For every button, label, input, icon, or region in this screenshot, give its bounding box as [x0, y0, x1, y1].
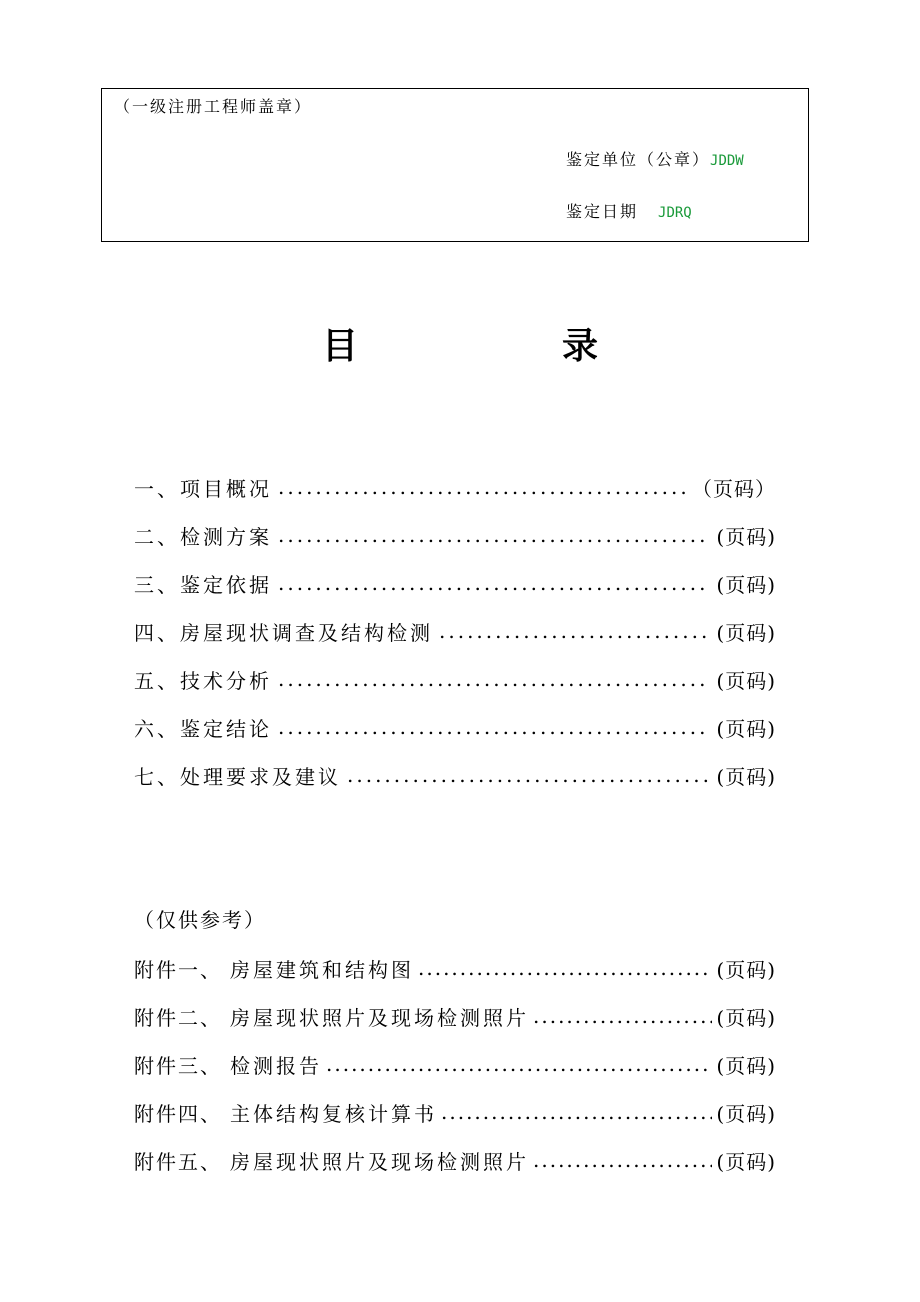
appendix-label: 检测报告: [230, 1053, 322, 1078]
appendix-item[interactable]: [134, 953, 776, 983]
appraisal-date-placeholder: JDRQ: [658, 205, 692, 221]
appendix-leader-dots: [326, 1052, 712, 1076]
toc-item-page: (页码): [716, 572, 776, 597]
toc-item-label: 一、项目概况: [134, 476, 272, 501]
appraisal-date-row: [566, 199, 692, 222]
appendix-leader-dots: [441, 1100, 712, 1124]
toc-item-page: (页码): [716, 524, 776, 549]
appraisal-date-label: 鉴定日期: [566, 202, 639, 221]
appendix-item[interactable]: [134, 1049, 776, 1079]
appendix-page: (页码): [716, 1005, 776, 1030]
reference-note: （仅供参考）: [134, 908, 266, 932]
appraisal-unit-label: 鉴定单位（公章）: [566, 150, 711, 169]
signature-box: [101, 88, 809, 242]
toc-item-page: (页码): [716, 764, 776, 789]
appendix-page: (页码): [716, 1149, 776, 1174]
appendix-leader-dots: [418, 956, 712, 980]
appendix-page: (页码): [716, 1053, 776, 1078]
toc-item[interactable]: [134, 520, 776, 550]
toc-leader-dots: [278, 523, 710, 547]
toc-item-label: 四、房屋现状调查及结构检测: [134, 620, 433, 645]
appraisal-unit-row: [566, 147, 744, 170]
engineer-stamp-note: （一级注册工程师盖章）: [114, 97, 313, 116]
toc-leader-dots: [278, 715, 710, 739]
toc-item-page: (页码): [716, 620, 776, 645]
appendix-label: 房屋现状照片及现场检测照片: [230, 1005, 529, 1030]
toc-item[interactable]: [134, 568, 776, 598]
appendix-label: 房屋现状照片及现场检测照片: [230, 1149, 529, 1174]
toc-item-label: 五、技术分析: [134, 668, 272, 693]
appendix-label: 房屋建筑和结构图: [230, 957, 414, 982]
appendix-number: 附件三、: [134, 1053, 222, 1078]
toc-leader-dots: [278, 475, 686, 499]
toc-leader-dots: [278, 571, 710, 595]
toc-item-label: 七、处理要求及建议: [134, 764, 341, 789]
toc-item[interactable]: [134, 616, 776, 646]
appendix-number: 附件五、: [134, 1149, 222, 1174]
appendix-number: 附件二、: [134, 1005, 222, 1030]
appendix-label: 主体结构复核计算书: [230, 1101, 437, 1126]
appendix-page: (页码): [716, 957, 776, 982]
toc-title-char-1: 目: [322, 326, 359, 367]
toc-leader-dots: [278, 667, 710, 691]
toc-item-page: (页码): [716, 668, 776, 693]
toc-item[interactable]: [134, 472, 776, 502]
appendix-number: 附件一、: [134, 957, 222, 982]
toc-item-page: (页码): [716, 716, 776, 741]
toc-item[interactable]: [134, 712, 776, 742]
appendix-item[interactable]: [134, 1145, 776, 1175]
appendix-leader-dots: [533, 1148, 712, 1172]
appendix-page: (页码): [716, 1101, 776, 1126]
toc-title-char-2: 录: [562, 326, 599, 367]
appendix-number: 附件四、: [134, 1101, 222, 1126]
toc-item-label: 二、检测方案: [134, 524, 272, 549]
toc-item-label: 六、鉴定结论: [134, 716, 272, 741]
toc-leader-dots: [347, 763, 710, 787]
toc-item[interactable]: [134, 760, 776, 790]
toc-item-page: （页码）: [692, 476, 776, 501]
toc-item[interactable]: [134, 664, 776, 694]
toc-leader-dots: [439, 619, 710, 643]
appraisal-unit-placeholder: JDDW: [710, 153, 744, 169]
appendix-item[interactable]: [134, 1001, 776, 1031]
appendix-leader-dots: [533, 1004, 712, 1028]
toc-item-label: 三、鉴定依据: [134, 572, 272, 597]
appendix-item[interactable]: [134, 1097, 776, 1127]
